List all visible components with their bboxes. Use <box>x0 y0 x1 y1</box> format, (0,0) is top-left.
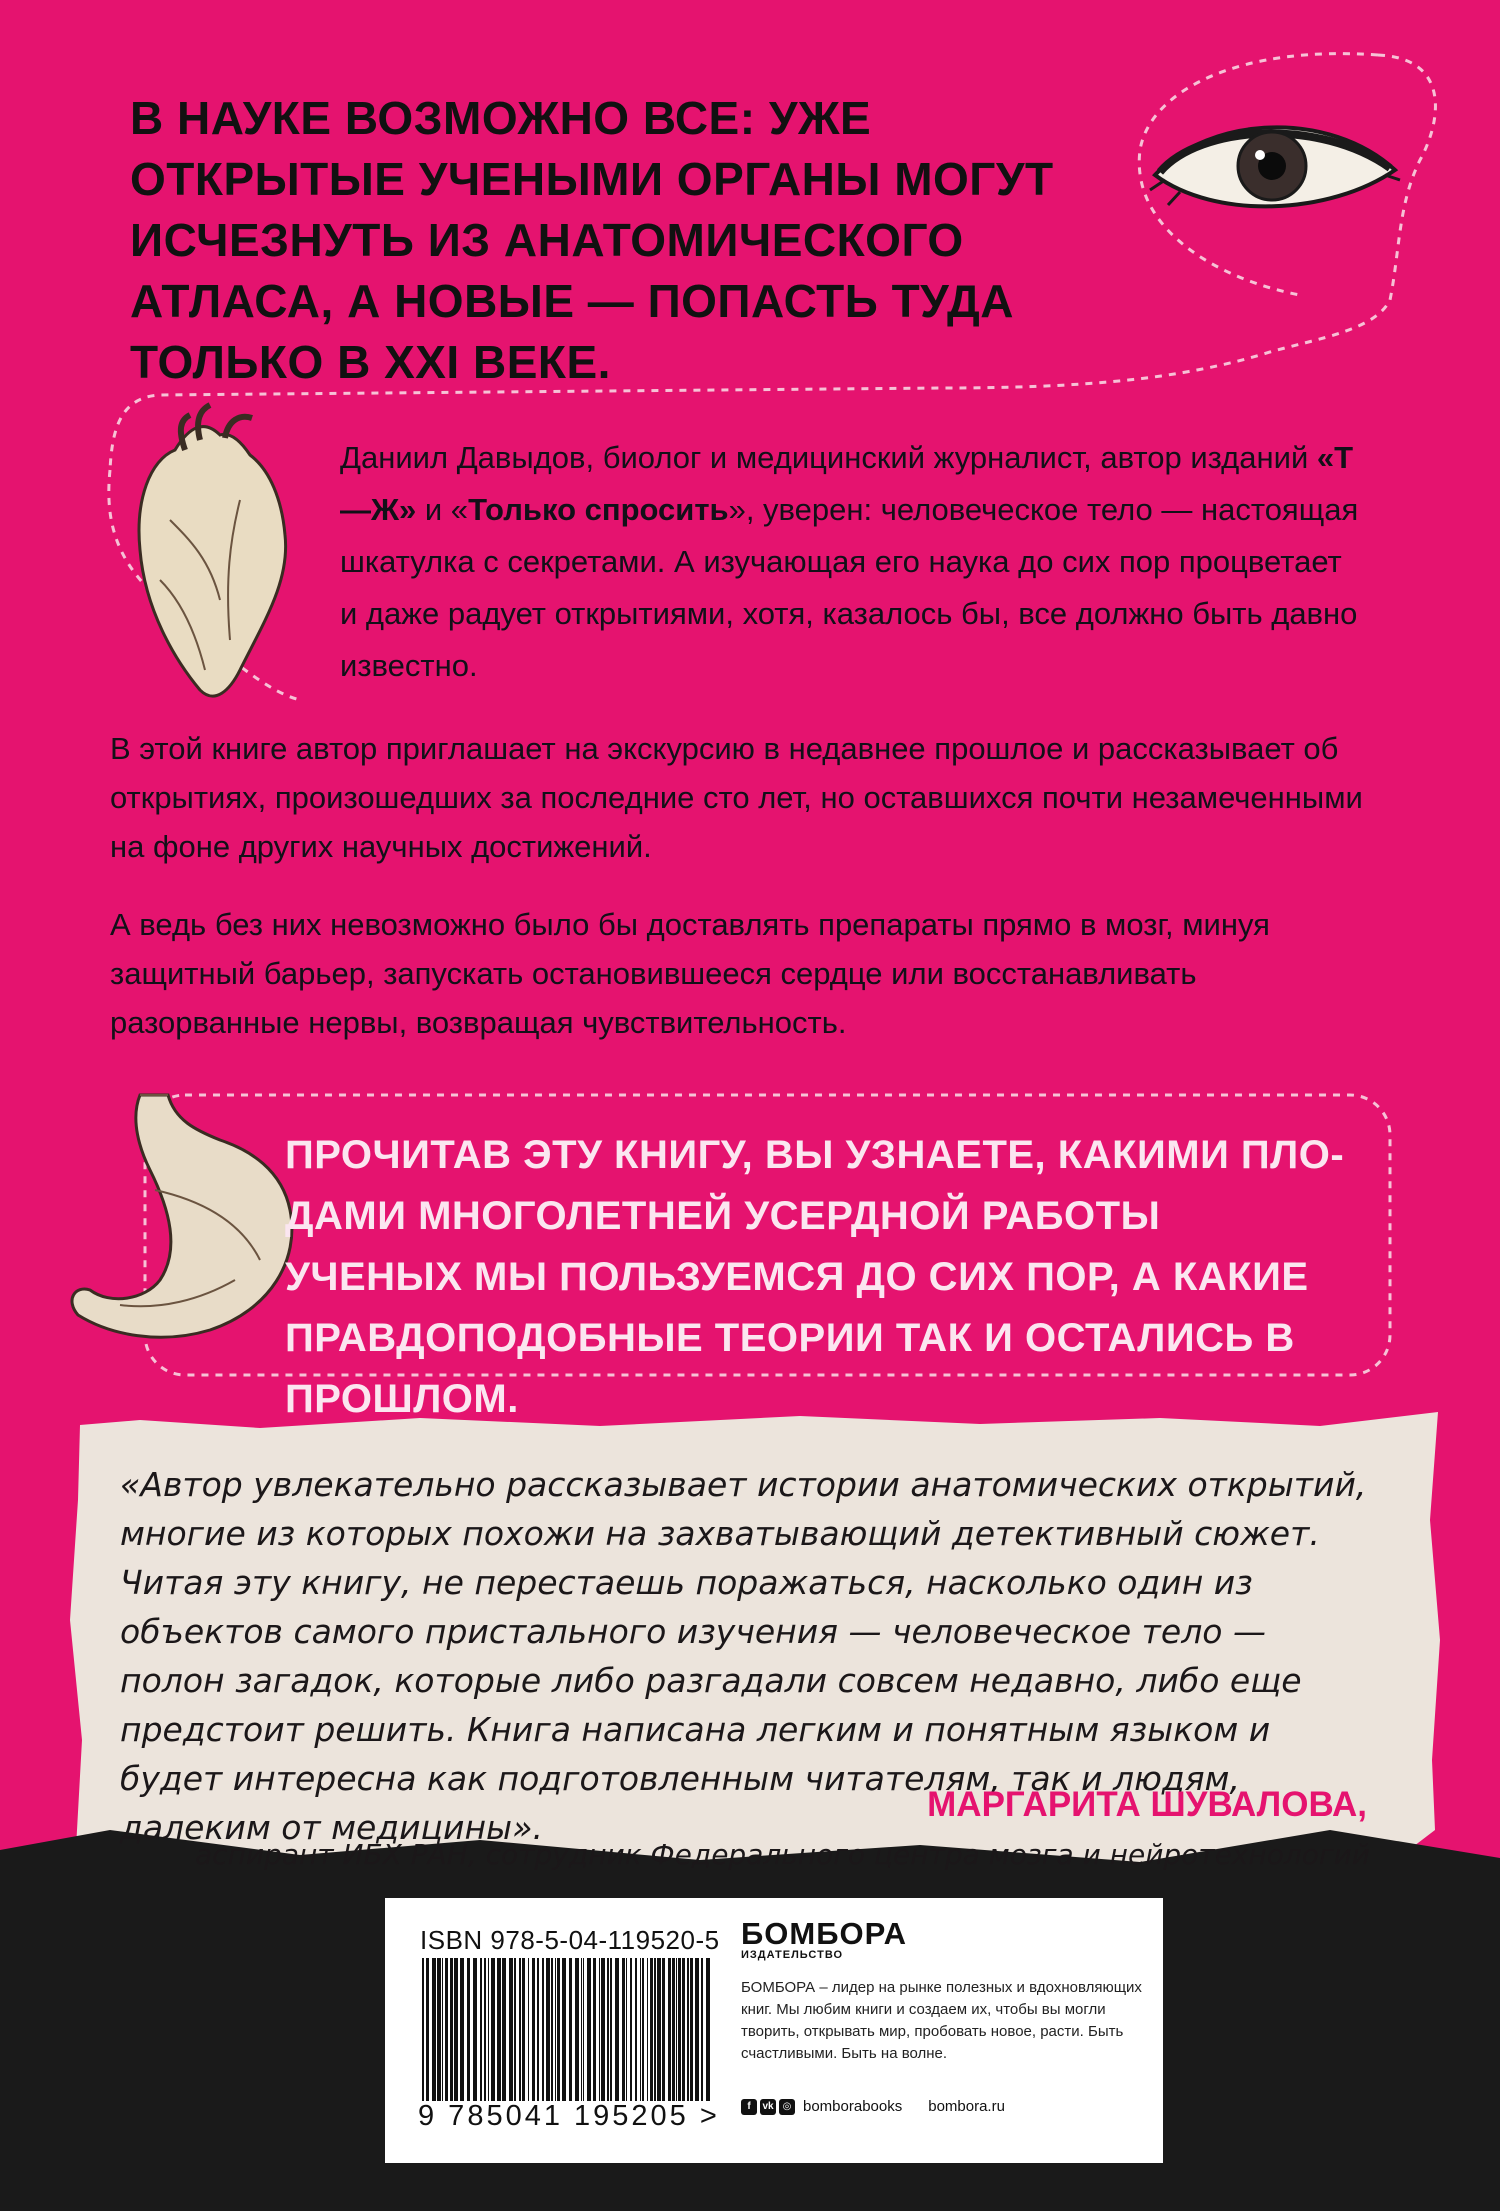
barcode-bar <box>450 1958 453 2101</box>
barcode-bar <box>528 1958 529 2101</box>
barcode-bar <box>701 1958 703 2101</box>
eye-icon <box>1150 127 1400 206</box>
barcode-bar <box>569 1958 572 2101</box>
barcode-bar <box>546 1958 550 2101</box>
publication-name: «Т—Ж» <box>340 440 1354 527</box>
publisher-logo: БОМБОРА <box>741 1916 907 1951</box>
isbn: ISBN 978-5-04-119520-5 <box>420 1925 720 1955</box>
barcode-bar <box>432 1958 436 2101</box>
barcode-bar <box>502 1958 506 2101</box>
paragraph-excursion: В этой книге автор приглашает на экскурсию в недавнее прошлое и рассказывает об открытиях, произошедших за последние сто лет, но оставшихся почти незамеченными на фоне других научных достижений. <box>110 731 1363 864</box>
barcode-bar <box>473 1958 477 2101</box>
facebook-icon[interactable]: f <box>741 2099 757 2115</box>
barcode-bar <box>607 1958 609 2101</box>
author-intro <box>340 432 1360 692</box>
barcode-bar <box>630 1958 632 2101</box>
barcode-bar <box>491 1958 495 2101</box>
barcode-bar <box>557 1958 560 2101</box>
callout-text: ПРОЧИТАВ ЭТУ КНИГУ, ВЫ УЗНАЕТЕ, КАКИМИ ПЛОДАМИ МНОГОЛЕТНЕЙ УСЕРДНОЙ РАБОТЫ УЧЕНЫХ МЫ ПОЛЬЗУЕМСЯ ДО СИХ ПОР, А КАКИЕ ПРАВДОПОДОБНЫЕ ТЕОРИИ ТАК И ОСТАЛИСЬ В ПРОШЛОМ. <box>285 1133 1344 1421</box>
author-intro-text: », уверен: человеческое тело — настоящая шкатулка с секретами. А изучающая его наука до сих пор процветает и даже радует открытиями, хотя, казалось бы, все должно быть давно известно. <box>340 492 1359 683</box>
barcode-bar <box>599 1958 600 2101</box>
barcode-bar <box>509 1958 513 2101</box>
barcode-bar <box>682 1958 685 2101</box>
barcode-bar <box>672 1958 675 2101</box>
barcode-bar <box>626 1958 627 2101</box>
review-author: МАРГАРИТА ШУВАЛОВА, <box>927 1785 1367 1824</box>
barcode-bar <box>676 1958 677 2101</box>
barcode-bar <box>519 1958 521 2101</box>
social-row <box>741 2098 1005 2115</box>
author-intro-text: и « <box>416 492 469 527</box>
barcode-bar <box>480 1958 482 2101</box>
barcode-bar <box>514 1958 516 2101</box>
publication-name: Только спросить <box>468 492 729 527</box>
instagram-icon[interactable]: ◎ <box>779 2099 795 2115</box>
barcode-bar <box>426 1958 429 2101</box>
barcode-bar <box>678 1958 681 2101</box>
barcode-bar <box>695 1958 699 2101</box>
barcode-bar <box>657 1958 661 2101</box>
barcode-bar <box>522 1958 525 2101</box>
stomach-icon <box>72 1095 292 1337</box>
barcode-bar <box>537 1958 539 2101</box>
barcode-bar <box>581 1958 582 2101</box>
barcode-number: 9 785041 195205 > <box>418 2100 720 2132</box>
barcode-bar <box>575 1958 579 2101</box>
author-intro-text: Даниил Давыдов, биолог и медицинский журналист, автор изданий <box>340 440 1317 475</box>
barcode-bar <box>687 1958 689 2101</box>
website-link[interactable]: bombora.ru <box>928 2098 1005 2115</box>
barcode-bar <box>610 1958 612 2101</box>
barcode-bar <box>706 1958 710 2101</box>
barcode-bar <box>555 1958 556 2101</box>
vk-icon[interactable]: vk <box>760 2099 776 2115</box>
barcode-bar <box>442 1958 443 2101</box>
barcode-bar <box>422 1958 424 2101</box>
publisher-description: БОМБОРА – лидер на рынке полезных и вдохновляющих книг. Мы любим книги и создаем их, чтобы вы могли творить, открывать мир, пробовать новое, расти. Быть счастливыми. Быть на волне. <box>741 1979 1142 2062</box>
barcode-bar <box>642 1958 644 2101</box>
barcode-bar <box>497 1958 501 2101</box>
barcode-bar <box>622 1958 625 2101</box>
barcode-bar <box>662 1958 665 2101</box>
publisher-subtitle: ИЗДАТЕЛЬСТВО <box>741 1949 844 1961</box>
heart-icon <box>139 405 286 696</box>
barcode-bar <box>532 1958 535 2101</box>
barcode-bar <box>587 1958 591 2101</box>
barcode-bar <box>640 1958 641 2101</box>
barcode-bar <box>647 1958 648 2101</box>
barcode-bar <box>460 1958 464 2101</box>
barcode-bar <box>615 1958 619 2101</box>
barcode-bar <box>601 1958 605 2101</box>
barcode-bar <box>654 1958 656 2101</box>
barcode-bar <box>445 1958 448 2101</box>
barcode-bar <box>650 1958 653 2101</box>
barcode-bar <box>583 1958 584 2101</box>
barcode <box>420 1958 715 2101</box>
review-quote: «Автор увлекательно рассказывает истории анатомических открытий, многие из которых похожи на захватывающий детективный сюжет. Читая эту книгу, не перестаешь поражаться, насколько один из объектов самого пристального изучения — человеческое тело — полон загадок, которые либо разгадали совсем недавно, либо еще предстоит решить. Книга написана легким и понятным языком и будет интересна как подготовленным читателям, так и людям, далеким от медицины». <box>120 1465 1367 1847</box>
barcode-bar <box>467 1958 470 2101</box>
barcode-bar <box>454 1958 458 2101</box>
barcode-bar <box>488 1958 489 2101</box>
social-handle[interactable]: bomborabooks <box>803 2098 903 2115</box>
barcode-bar <box>562 1958 566 2101</box>
barcode-bar <box>668 1958 671 2101</box>
headline: В НАУКЕ ВОЗМОЖНО ВСЕ: УЖЕ ОТКРЫТЫЕ УЧЕНЫМИ ОРГАНЫ МОГУТ ИСЧЕЗНУТЬ ИЗ АНАТОМИЧЕСКОГО АТЛАСА, А НОВЫЕ — ПОПАСТЬ ТУДА ТОЛЬКО В XXI ВЕКЕ. <box>130 92 1054 388</box>
barcode-bar <box>437 1958 441 2101</box>
barcode-bar <box>690 1958 693 2101</box>
barcode-bar <box>593 1958 596 2101</box>
barcode-bar <box>635 1958 637 2101</box>
barcode-bar <box>551 1958 553 2101</box>
barcode-bar <box>542 1958 544 2101</box>
paragraph-discoveries: А ведь без них невозможно было бы доставлять препараты прямо в мозг, минуя защитный барьер, запускать остановившееся сердце или восстанавливать разорванные нервы, возвращая чувствительность. <box>110 907 1270 1040</box>
social-icons <box>741 2099 795 2115</box>
review-author-role: аспирант ИБХ РАН, сотрудник Федерального центра мозга и нейротехнологий <box>195 1838 1370 1871</box>
barcode-bar <box>484 1958 486 2101</box>
